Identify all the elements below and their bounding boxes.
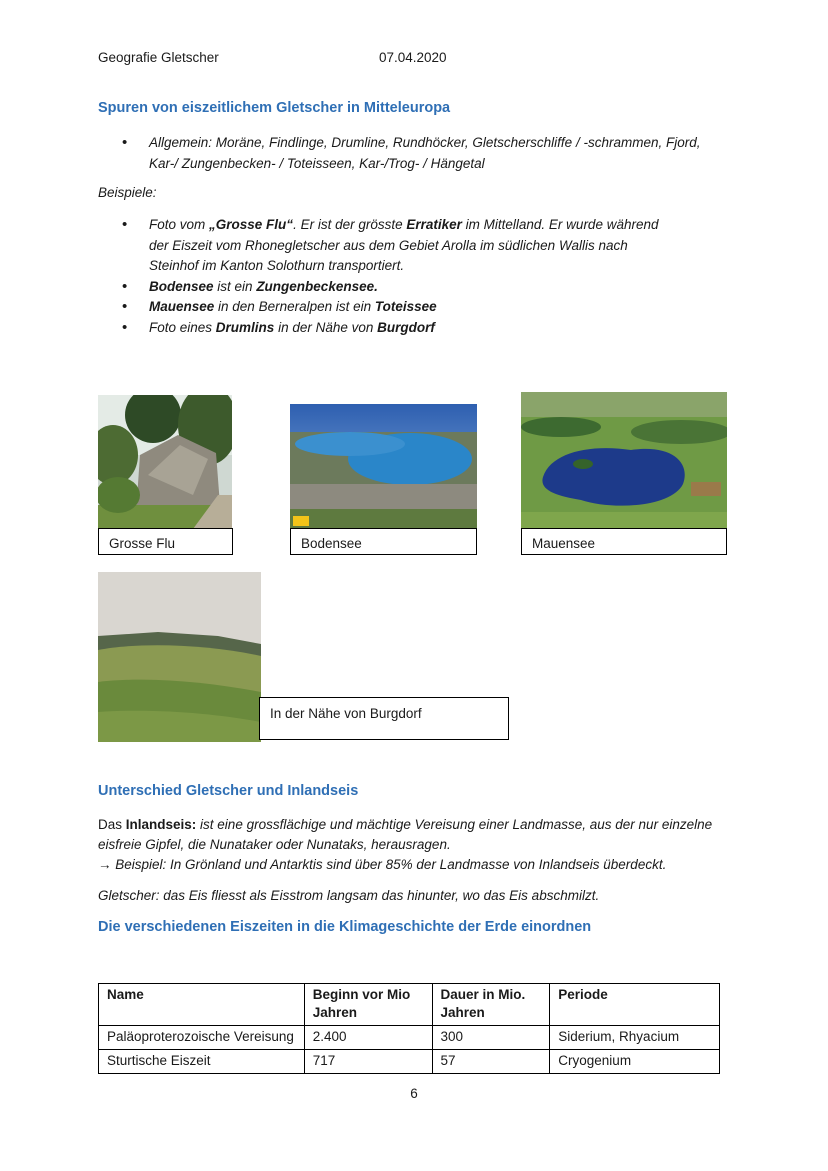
table-cell: Paläoproterozoische Vereisung [99, 1026, 305, 1050]
bodensee-photo [290, 404, 477, 529]
section-heading-spuren: Spuren von eiszeitlichem Gletscher in Mitteleuropa [98, 100, 451, 116]
table-cell: 300 [432, 1026, 550, 1050]
page-number: 6 [410, 1086, 418, 1101]
table-cell: Siderium, Rhyacium [550, 1026, 720, 1050]
burgdorf-photo [98, 572, 261, 742]
list-item: • Foto eines Drumlins in der Nähe von Burgdorf [122, 318, 659, 339]
table-cell: Cryogenium [550, 1050, 720, 1074]
section-heading-inlandseis: Unterschied Gletscher und Inlandseis [98, 783, 359, 799]
table-cell: 717 [304, 1050, 432, 1074]
list-item: • Foto vom „Grosse Flu“. Er ist der grösste Erratiker im Mittelland. Er wurde während der Eiszeit vom Rhonegletscher aus dem Gebiet Arolla im südlichen Wallis nach Steinhof im Kanton Solothurn transportiert. [122, 215, 659, 277]
table-row [99, 1050, 720, 1074]
table-header-row [99, 984, 720, 1026]
header-date: 07.04.2020 [379, 50, 447, 65]
table-row [99, 1026, 720, 1050]
eiszeiten-table [98, 983, 720, 1074]
list-item: • Bodensee ist ein Zungenbeckensee. [122, 277, 659, 298]
header-title: Geografie Gletscher [98, 50, 219, 65]
column-header-periode: Periode [550, 984, 720, 1026]
grosse-flu-photo [98, 395, 232, 529]
burgdorf-caption: In der Nähe von Burgdorf [259, 697, 509, 740]
list-item: • Mauensee in den Berneralpen ist ein Toteissee [122, 297, 659, 318]
list-item: • Allgemein: Moräne, Findlinge, Drumline, Rundhöcker, Gletscherschliffe / -schrammen, Fjord, Kar-/ Zungenbecken- / Toteisseen, Kar-/Trog- / Hängetal [122, 133, 700, 174]
table-cell: Sturtische Eiszeit [99, 1050, 305, 1074]
mauensee-photo [521, 392, 727, 528]
column-header-name: Name [99, 984, 305, 1026]
gletscher-paragraph: Gletscher: das Eis fliesst als Eisstrom langsam das hinunter, wo das Eis abschmilzt. [98, 888, 600, 903]
examples-label: Beispiele: [98, 185, 157, 200]
table-cell: 2.400 [304, 1026, 432, 1050]
inlandseis-paragraph: Das Inlandseis: ist eine grossflächige und mächtige Vereisung einer Landmasse, aus der nur einzelne eisfreie Gipfel, die Nunataker oder Nunataks, herausragen. → Beispiel: In Grönland und Antarktis sind über 85% der Landmasse von Inlandseis überdeckt. [98, 817, 713, 872]
mauensee-caption: Mauensee [521, 528, 727, 555]
grosse-flu-caption: Grosse Flu [98, 528, 233, 555]
table-cell: 57 [432, 1050, 550, 1074]
examples-list [122, 215, 659, 338]
general-list [122, 133, 700, 174]
column-header-beginn: Beginn vor Mio Jahren [304, 984, 432, 1026]
section-heading-eiszeiten: Die verschiedenen Eiszeiten in die Klimageschichte der Erde einordnen [98, 919, 592, 935]
bodensee-caption: Bodensee [290, 528, 477, 555]
column-header-dauer: Dauer in Mio. Jahren [432, 984, 550, 1026]
